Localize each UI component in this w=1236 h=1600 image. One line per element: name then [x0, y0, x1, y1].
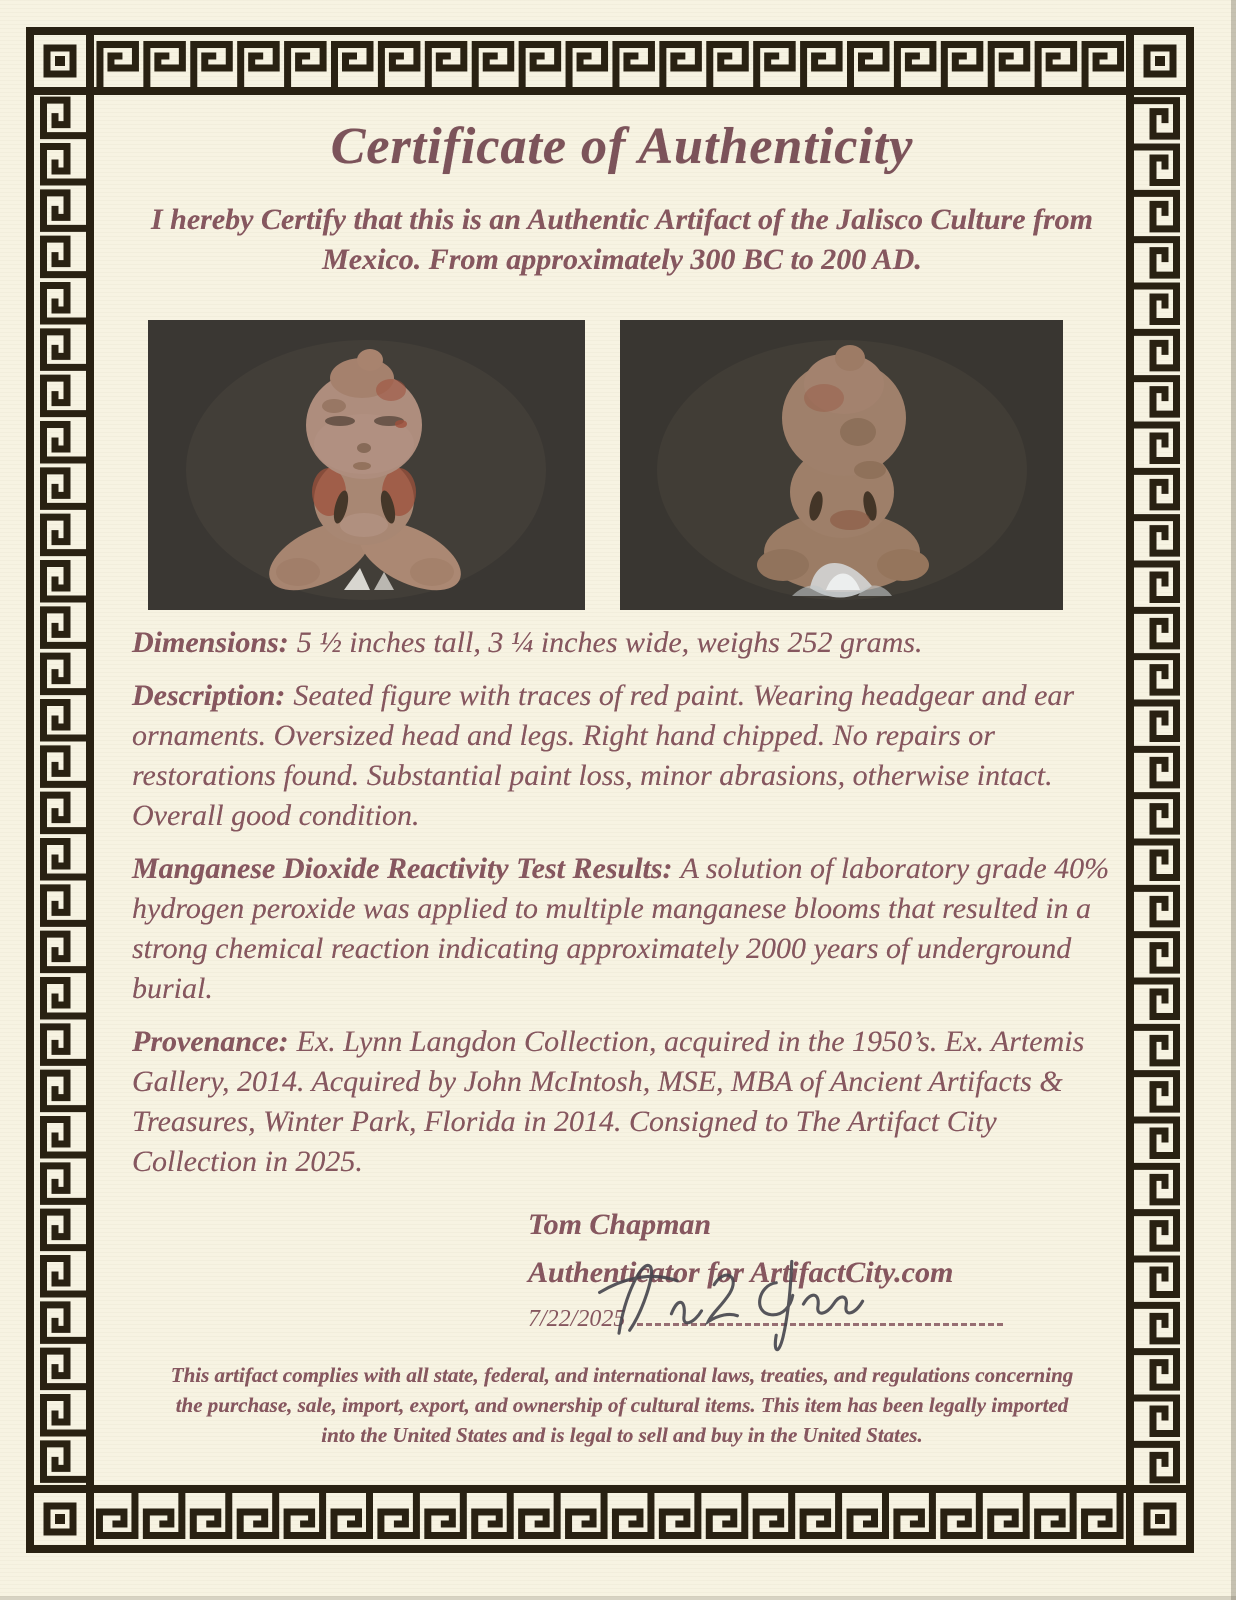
provenance-section [132, 1022, 1112, 1182]
description-text: Seated figure with traces of red paint. Wearing headgear and ear ornaments. Oversized head and legs. Right hand chipped. No repairs or restorations found. Substantial paint loss, minor abrasions, otherwise intact. Overall good condition. [132, 679, 1075, 832]
signature-date: 7/22/2025 [528, 1306, 626, 1332]
artifact-photo-back [620, 320, 1063, 610]
artifact-photo-front [148, 320, 585, 610]
dimensions-label: Dimensions: [132, 626, 289, 659]
provenance-label: Provenance: [132, 1025, 289, 1058]
signature-block [528, 1208, 1112, 1350]
legal-compliance-text: This artifact complies with all state, federal, and international laws, treaties, and regulations concerning the purchase, sale, import, export, and ownership of cultural items. This item has been legally imported into the United States and is legal to sell and buy in the United States. [170, 1363, 1074, 1447]
dimensions-text: 5 ½ inches tall, 3 ¼ inches wide, weighs 252 grams. [296, 626, 923, 659]
signer-role: Authenticator for ArtifactCity.com [528, 1256, 954, 1289]
test-results-section [132, 849, 1112, 1009]
certificate-content [132, 95, 1112, 1450]
test-results-label: Manganese Dioxide Reactivity Test Results: [132, 852, 673, 885]
test-results-text: A solution of laboratory grade 40% hydrogen peroxide was applied to multiple manganese blooms that resulted in a strong chemical reaction indicating approximately 2000 years of underground burial. [132, 852, 1110, 1005]
signer-name: Tom Chapman [528, 1208, 712, 1241]
artifact-photos [148, 320, 1112, 610]
certification-statement: I hereby Certify that this is an Authentic Artifact of the Jalisco Culture from Mexico. From approximately 300 BC to 200 AD. [150, 203, 1094, 276]
description-section [132, 676, 1112, 836]
signature-line-row [528, 1306, 1112, 1350]
provenance-text: Ex. Lynn Langdon Collection, acquired in the 1950’s. Ex. Artemis Gallery, 2014. Acquired by John McIntosh, MSE, MBA of Ancient Artifacts & Treasures, Winter Park, Florida in 2014. Consigned to The Artifact City Collection in 2025. [132, 1025, 1085, 1178]
description-label: Description: [132, 679, 286, 712]
page-title: Certificate of Authenticity [330, 118, 914, 175]
signature-line [637, 1315, 1003, 1326]
dimensions-section [132, 623, 1112, 663]
